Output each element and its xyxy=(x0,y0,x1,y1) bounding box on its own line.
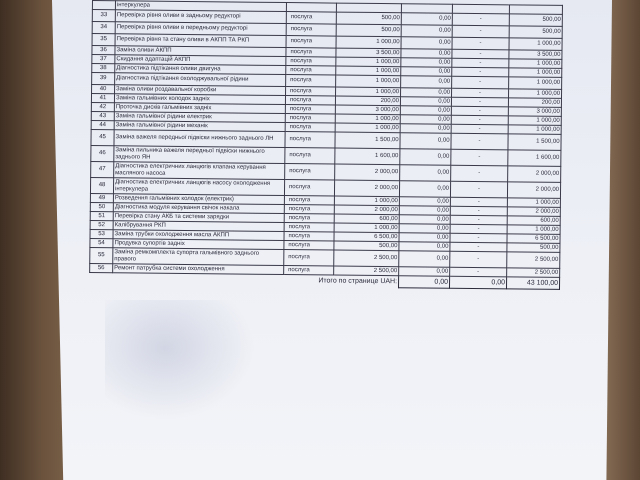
service-description: Продувка супортів задніх xyxy=(113,239,284,250)
sum-cell: 500,00 xyxy=(507,243,560,253)
sum-cell: 1 000,00 xyxy=(508,89,561,99)
unit-cell: послуга xyxy=(285,148,335,165)
zero-cell: 0,00 xyxy=(399,267,450,277)
sum-cell: 1 000,00 xyxy=(508,116,561,126)
service-description: Заміна гальмівної рідини електрик xyxy=(114,112,285,123)
sum-cell: 1 000,00 xyxy=(507,225,560,235)
row-number: 35 xyxy=(92,34,115,46)
service-description: Заміна важеля передньої підвіски нижнього заднього ЛН xyxy=(114,130,285,148)
unit-cell: послуга xyxy=(286,48,336,58)
service-description: Ремонт патрубка системи охолодження xyxy=(113,264,284,275)
sum-cell: 6 500,00 xyxy=(507,234,560,244)
unit-cell: послуга xyxy=(284,214,334,224)
service-description: Діагностика електричних ланцюгів клапана керування масляного насоса xyxy=(114,162,285,180)
price-cell: 2 500,00 xyxy=(334,266,399,276)
sum-cell: 500,00 xyxy=(509,26,562,39)
price-cell: 200,00 xyxy=(335,96,400,106)
price-cell: 2 500,00 xyxy=(334,250,399,267)
unit-cell: послуга xyxy=(286,57,336,67)
sum-cell: 1 500,00 xyxy=(508,134,561,151)
price-cell: 1 000,00 xyxy=(334,196,399,206)
price-cell: 3 500,00 xyxy=(336,48,401,58)
row-number: 48 xyxy=(90,177,113,193)
price-cell: 500,00 xyxy=(334,241,399,251)
zero-cell: 0,00 xyxy=(399,181,450,198)
service-description: Заміна ремкомплекта супорта гальмівного заднього правого xyxy=(113,248,284,266)
sum-cell: 2 000,00 xyxy=(507,207,560,217)
unit-cell: послуга xyxy=(285,164,335,181)
price-cell: 1 000,00 xyxy=(336,36,401,49)
zero-cell: 0,00 xyxy=(400,133,451,150)
row-number: 56 xyxy=(90,263,113,272)
sum-cell: 1 000,00 xyxy=(509,68,562,78)
services-table xyxy=(89,0,563,290)
unit-cell: послуга xyxy=(284,241,334,251)
price-cell: 3 000,00 xyxy=(335,105,400,115)
dash-cell: - xyxy=(451,115,508,125)
price-cell: 500,00 xyxy=(336,12,401,25)
dash-cell: - xyxy=(450,267,507,277)
dash-cell: - xyxy=(450,242,507,252)
unit-cell: послуга xyxy=(286,36,336,49)
unit-cell: послуга xyxy=(284,232,334,242)
dash-cell: - xyxy=(451,133,508,150)
service-description: Заміна гальмівних колодок задніх xyxy=(114,94,285,105)
zero-cell: 0,00 xyxy=(399,251,450,268)
row-number: 36 xyxy=(92,46,115,55)
sum-cell: 2 000,00 xyxy=(508,166,561,183)
dash-cell: - xyxy=(452,25,509,38)
dash-cell: - xyxy=(452,88,509,98)
service-description: Діагностика підтікання охолоджувальної рідини xyxy=(115,73,286,87)
unit-cell: послуга xyxy=(284,180,334,197)
dash-cell: - xyxy=(450,251,507,268)
total-col1: 0,00 xyxy=(399,276,450,289)
sum-cell: 2 500,00 xyxy=(507,252,560,269)
zero-cell: 0,00 xyxy=(401,13,452,26)
unit-cell: послуга xyxy=(284,205,334,215)
dash-cell: - xyxy=(450,181,507,198)
unit-cell: послуга xyxy=(286,24,336,37)
dash-cell: - xyxy=(451,124,508,134)
total-sum: 43 100,00 xyxy=(506,277,559,290)
zero-cell: 0,00 xyxy=(401,58,452,68)
dash-cell: - xyxy=(452,76,509,89)
unit-cell: послуга xyxy=(284,266,334,276)
row-number: 52 xyxy=(90,220,113,229)
unit-cell: послуга xyxy=(284,223,334,233)
price-cell: 600,00 xyxy=(334,214,399,224)
row-number: 49 xyxy=(90,193,113,202)
dash-cell: - xyxy=(451,106,508,116)
unit-cell: послуга xyxy=(286,66,336,76)
service-description: Заміна оливи роздавальної коробки xyxy=(115,85,286,96)
unit-cell: послуга xyxy=(286,12,336,25)
row-number: 44 xyxy=(91,120,114,129)
total-col2: 0,00 xyxy=(450,276,507,289)
zero-cell: 0,00 xyxy=(400,115,451,125)
sum-cell: 2 500,00 xyxy=(507,268,560,278)
unit-cell: послуга xyxy=(285,96,335,106)
price-cell: 1 000,00 xyxy=(336,87,401,97)
unit-cell: послуга xyxy=(285,132,335,149)
unit-cell: послуга xyxy=(284,196,334,206)
price-cell: 1 000,00 xyxy=(335,114,400,124)
zero-cell: 0,00 xyxy=(401,88,452,98)
zero-cell: 0,00 xyxy=(400,97,451,107)
zero-cell: 0,00 xyxy=(400,106,451,116)
zero-cell: 0,00 xyxy=(401,37,452,50)
price-cell: 1 500,00 xyxy=(335,132,400,149)
price-cell: 1 000,00 xyxy=(336,75,401,88)
dash-cell: - xyxy=(451,97,508,107)
row-number: 34 xyxy=(92,22,115,34)
unit-cell: послуга xyxy=(286,87,336,97)
sum-cell: 1 000,00 xyxy=(507,198,560,208)
price-cell: 500,00 xyxy=(336,24,401,37)
unit-cell: послуга xyxy=(285,123,335,133)
service-description: Проточка дисків гальмівних задніх xyxy=(114,103,285,114)
zero-cell: 0,00 xyxy=(399,233,450,243)
row-number xyxy=(92,1,115,10)
zero-cell: 0,00 xyxy=(399,224,450,234)
service-description: Діагностика електричних ланцюгів насосу охолодження інтеркулера xyxy=(113,178,284,196)
price-cell: 1 000,00 xyxy=(336,57,401,67)
service-description: Перевірка рівня оливи в задньому редукторі xyxy=(115,10,286,24)
sum-cell: 1 000,00 xyxy=(509,59,562,69)
service-description: інтеркулера xyxy=(115,1,286,12)
zero-cell: 0,00 xyxy=(399,197,450,207)
sum-cell: 3 000,00 xyxy=(508,107,561,117)
row-number: 41 xyxy=(91,94,114,103)
total-label: Итого по странице UAH: xyxy=(318,277,398,286)
row-number: 55 xyxy=(90,247,113,263)
row-number: 51 xyxy=(90,211,113,220)
row-number: 42 xyxy=(91,102,114,111)
price-cell: 1 600,00 xyxy=(335,148,400,165)
zero-cell: 0,00 xyxy=(401,76,452,89)
service-description: Розведення гальмівних колодок (електрик) xyxy=(113,194,284,205)
zero-cell: 0,00 xyxy=(399,206,450,216)
row-number: 45 xyxy=(91,129,114,145)
service-description: Перевірка рівня оливи в передньому редукторі xyxy=(115,22,286,36)
row-number: 33 xyxy=(92,10,115,22)
service-description: Діагностика підтікання оливи двигуна xyxy=(115,64,286,75)
service-description: Перевірка рівня та стану оливи в АКПП ТА РКП xyxy=(115,34,286,48)
sum-cell: 1 000,00 xyxy=(509,38,562,51)
service-description: Заміна трубки охолодження масла АКПП xyxy=(113,230,284,241)
price-cell: 1 000,00 xyxy=(334,223,399,233)
sum-cell: 1 600,00 xyxy=(508,150,561,167)
row-number: 37 xyxy=(92,55,115,64)
zero-cell: 0,00 xyxy=(400,149,451,166)
dash-cell: - xyxy=(452,13,509,26)
dash-cell: - xyxy=(451,149,508,166)
price-cell: 6 500,00 xyxy=(334,232,399,242)
dash-cell: - xyxy=(452,58,509,68)
sum-cell: 1 000,00 xyxy=(508,125,561,135)
zero-cell: 0,00 xyxy=(399,215,450,225)
unit-cell: послуга xyxy=(286,75,336,88)
dash-cell: - xyxy=(452,37,509,50)
sum-cell: 600,00 xyxy=(507,216,560,226)
price-cell: 1 000,00 xyxy=(335,123,400,133)
service-description: Заміна гальмівної рідини механік xyxy=(114,121,285,132)
dash-cell: - xyxy=(452,67,509,77)
zero-cell: 0,00 xyxy=(399,242,450,252)
service-description: Скидання адаптацій АКПП xyxy=(115,55,286,66)
service-description: Заміна оливи АКПП xyxy=(115,46,286,57)
dash-cell: - xyxy=(450,197,507,207)
zero-cell: 0,00 xyxy=(401,49,452,59)
zero-cell: 0,00 xyxy=(401,25,452,38)
invoice-table-area xyxy=(89,0,561,325)
row-number: 54 xyxy=(90,238,113,247)
dash-cell: - xyxy=(450,215,507,225)
unit-cell: послуга xyxy=(285,114,335,124)
row-number: 50 xyxy=(90,202,113,211)
dash-cell: - xyxy=(451,165,508,182)
service-description: Діагностика модуля керування свічок накала xyxy=(113,203,284,214)
zero-cell: 0,00 xyxy=(401,67,452,77)
zero-cell: 0,00 xyxy=(400,165,451,182)
row-number: 53 xyxy=(90,229,113,238)
unit-cell: послуга xyxy=(284,250,334,267)
row-number: 39 xyxy=(92,73,115,85)
service-description: Перевірка стану АКБ та системи зарядки xyxy=(113,212,284,223)
price-cell: 1 000,00 xyxy=(336,66,401,76)
row-number: 46 xyxy=(91,145,114,161)
dash-cell: - xyxy=(450,224,507,234)
sum-cell: 500,00 xyxy=(509,14,562,27)
price-cell: 2 000,00 xyxy=(334,180,399,197)
row-number: 43 xyxy=(91,111,114,120)
price-cell: 2 000,00 xyxy=(334,205,399,215)
sum-cell: 200,00 xyxy=(508,98,561,108)
row-number: 38 xyxy=(92,64,115,73)
dash-cell: - xyxy=(450,233,507,243)
sum-cell: 3 500,00 xyxy=(509,50,562,60)
zero-cell: 0,00 xyxy=(400,124,451,134)
sum-cell: 2 000,00 xyxy=(507,182,560,199)
service-description: Калібрування РКП xyxy=(113,221,284,232)
row-number: 40 xyxy=(92,85,115,94)
sum-cell: 1 000,00 xyxy=(509,77,562,90)
row-number: 47 xyxy=(91,161,114,177)
dash-cell: - xyxy=(450,206,507,216)
dash-cell: - xyxy=(452,49,509,59)
price-cell: 2 000,00 xyxy=(335,164,400,181)
unit-cell: послуга xyxy=(285,105,335,115)
service-description: Заміна пильника важеля передньої підвіски нижнього заднього ЯН xyxy=(114,146,285,164)
